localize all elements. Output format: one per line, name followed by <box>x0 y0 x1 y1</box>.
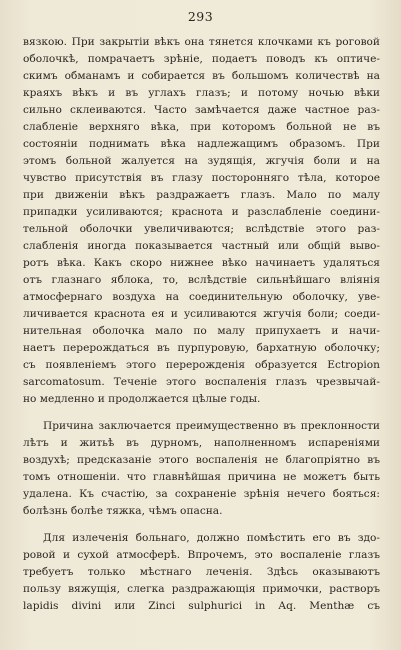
text-line: этомъ больной жалуется на зудящія, жгучія боли и на <box>23 155 380 167</box>
text-line: нительная оболочка мало по малу припухаетъ и начи- <box>23 325 380 337</box>
text-line: краяхъ вѣкъ и въ углахъ глазъ; и потому ночью вѣки <box>23 87 380 99</box>
text-line: тельной оболочки увеличиваются; вслѣдствіе этого раз- <box>23 223 380 235</box>
text-line: требуетъ только мѣстнаго леченія. Здѣсь оказываютъ <box>23 566 380 578</box>
text-line: при движеніи вѣкъ раздражаетъ глазъ. Мало по малу <box>23 189 380 201</box>
text-line: оболочкѣ, помрачаетъ зрѣніе, подаетъ поводъ къ оптиче- <box>23 53 380 65</box>
text-line: сильно склеиваются. Часто замѣчается даже частное раз- <box>23 104 380 116</box>
text-line: лѣтъ и житьѣ въ дурномъ, наполненномъ испареніями <box>23 437 380 449</box>
text-line: наетъ перерождаться въ пурпуровую, бархатную оболочку; <box>23 342 380 354</box>
text-line: съ появленіемъ этого перерожденія образуется Ectropion <box>23 359 380 371</box>
text-line: припадки усиливаются; краснота и разслабленіе соедини- <box>23 206 380 218</box>
text-line: lapidis divini или Zinci sulphurici in Aq. Menthæ съ <box>23 600 380 612</box>
text-line: состояніи поднимать вѣка надлежащимъ образомъ. При <box>23 138 380 150</box>
paragraph-gap <box>23 408 380 418</box>
text-line: атмосфернаго воздуха на соединительную оболочку, уве- <box>23 291 380 303</box>
text-line: слабленія иногда показывается частный или общій выво- <box>23 240 380 252</box>
text-line: слабленіе верхняго вѣка, при которомъ больной не въ <box>23 121 380 133</box>
body-text <box>23 34 380 615</box>
text-line: томъ отношеніи. что главнѣйшая причина не можетъ быть <box>23 471 380 483</box>
text-line: вязкою. При закрытіи вѣкъ она тянется клочками къ роговой <box>23 36 380 48</box>
text-line: Для излеченія больнаго, должно помѣстить его въ здо- <box>43 532 380 544</box>
text-line: болѣзнь болѣе тяжка, чѣмъ опасна. <box>23 505 223 517</box>
text-line: sarcomatosum. Теченіе этого воспаленія глазъ чрезвычай- <box>23 376 380 388</box>
text-line: удалена. Къ счастію, за сохраненіе зрѣнія нечего бояться: <box>23 488 380 500</box>
paragraph-1 <box>23 34 380 408</box>
text-line: но медленно и продолжается цѣлые годы. <box>23 393 261 405</box>
text-line: личивается краснота ея и усиливаются жгучія боли; соеди- <box>23 308 380 320</box>
text-line: ротъ вѣка. Какъ скоро нижнее вѣко начинаетъ удаляться <box>23 257 380 269</box>
paragraph-3 <box>23 530 380 615</box>
paragraph-gap <box>23 520 380 530</box>
text-line: воздухѣ; предсказаніе этого воспаленія не благопріятно въ <box>23 454 380 466</box>
text-line: Причина заключается преимущественно въ преклонности <box>43 420 380 432</box>
text-line: ровой и сухой атмосферѣ. Впрочемъ, это воспаленіе глазъ <box>23 549 380 561</box>
paragraph-2 <box>23 418 380 520</box>
text-line: скимъ обманамъ и собирается въ большомъ количествѣ на <box>23 70 380 82</box>
page-number: 293 <box>187 9 214 24</box>
text-line: пользу вяжущія, слегка раздражающія примочки, растворъ <box>23 583 380 595</box>
text-line: отъ глазнаго яблока, то, вслѣдствіе сильнѣйшаго вліянія <box>23 274 380 286</box>
text-line: чувство присутствія въ глазу посторонняго тѣла, которое <box>23 172 380 184</box>
